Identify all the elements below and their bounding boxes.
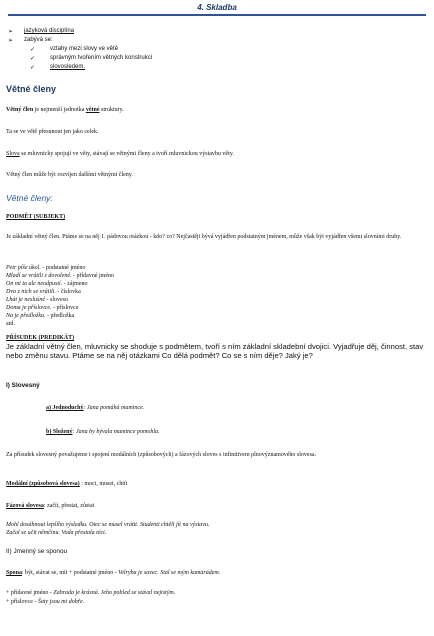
intro-subitem: vztahy mezi slovy ve větě (50, 46, 119, 52)
intro-subitem: správným tvořením větných konstrukcí (50, 55, 153, 61)
prisudek-heading: PŘÍSUDEK (PREDIKÁT) (6, 335, 75, 341)
prid-line: + přídavné jméno - Zahrada je krásná. Jeho pohled se stával nejistým. (6, 590, 176, 596)
slovesny-type: a) Jednoduchý: Jana pomáhá mamince. (46, 405, 145, 411)
example-line: Mohl dosáhnout lepšího výsledku. Otec se musel vrátit. Studenti chtěli jít na výstavu. (6, 522, 210, 528)
header-rule (8, 14, 426, 16)
prisudek-definition: Je základní větný člen, mluvnicky se shoduje s podmětem, tvoří s ním základní skladební dvojici. Vyjadřuje děj, činnost, stav nebo změnu stavu. Ptáme se na něj otázkami Co dělá podmět? Co se s ním děje? Jaký je? (6, 342, 424, 361)
check-icon: ✓ (30, 64, 36, 71)
example-row: Doma je příslovce. - příslovce (6, 305, 79, 311)
podmet-heading: PODMĚT (SUBJEKT) (6, 214, 66, 220)
phase-verbs: Fázová slovesa: začít, přestat, zůstat (6, 503, 95, 509)
slovesny-type: b) Složený: Jana by bývala mamince pomohla. (46, 429, 160, 435)
example-row: Mladí se vrátili z dovolené. - přídavné jméno (6, 273, 114, 279)
podmet-definition: Je základní větný člen. Ptáme se na něj 1. pádovou otázkou - kdo? co? Nejčastěji bývá vyjádřen podstatným jménem, může však být vyjádřen všemi slovními druhy. (6, 234, 402, 240)
paragraph: Ta se ve větě přesunout jen jako celek. (6, 129, 99, 135)
modal-verbs: Modální (způsobová slovesa) : moci, muset, chtít (6, 481, 128, 487)
section-subheading: Větné členy: (6, 193, 53, 203)
example-row: Na je předložka. - předložka (6, 313, 75, 319)
section-heading: Větné členy (6, 84, 57, 94)
page-title: 4. Skladba (197, 3, 237, 12)
modal-paragraph: Za přísudek slovesný považujeme i spojení modálních (způsobových) a fázových sloves s infinitivem plnovýznamového slovesa. (6, 452, 317, 458)
example-row: Petr píše úkol. - podstatné jméno (6, 265, 86, 271)
jmenny-heading: II) Jmenný se sponou (6, 548, 68, 555)
example-row: Lhát je nesluśné - sloveso (6, 297, 68, 303)
example-row: atd. (6, 321, 15, 327)
arrow-bullet-icon: ➢ (8, 28, 14, 35)
intro-item: zabývá se: (24, 37, 53, 43)
example-row: On mi to ale neodpustí. - zájmeno (6, 281, 88, 287)
slovesny-heading: I) Slovesný (6, 382, 40, 389)
example-row: Dva z nich se vrátili. - číslovka (6, 289, 81, 295)
intro-item (24, 28, 74, 35)
check-icon: ✓ (30, 55, 36, 62)
intro-item-text: jazyková disciplína (24, 28, 75, 34)
paragraph: Slova se mluvnicky spojují ve věty, stávají se větnými členy a tvoří mluvnickou výstavbu věty. (6, 151, 234, 157)
arrow-bullet-icon: ➢ (8, 37, 14, 44)
intro-subitem (50, 64, 85, 71)
paragraph: Větný člen je nejmenší jednotka větné struktury. (6, 107, 124, 113)
intro-subitem-text: slovosledem. (50, 64, 86, 70)
paragraph: Větný člen může být rozvíjen dalšími větnými členy. (6, 172, 133, 178)
prisl-line: + příslovce - Šaty jsou mi dobře. (6, 599, 85, 605)
term: Větný člen (6, 107, 34, 113)
check-icon: ✓ (30, 46, 36, 53)
example-line: Začal se učit němčinu. Voda přestala téct. (6, 530, 107, 536)
spona-line: Spona: být, stávat se, mít + podstatné jméno - Velryba je savec. Stal se mým kamarádem. (6, 570, 221, 576)
